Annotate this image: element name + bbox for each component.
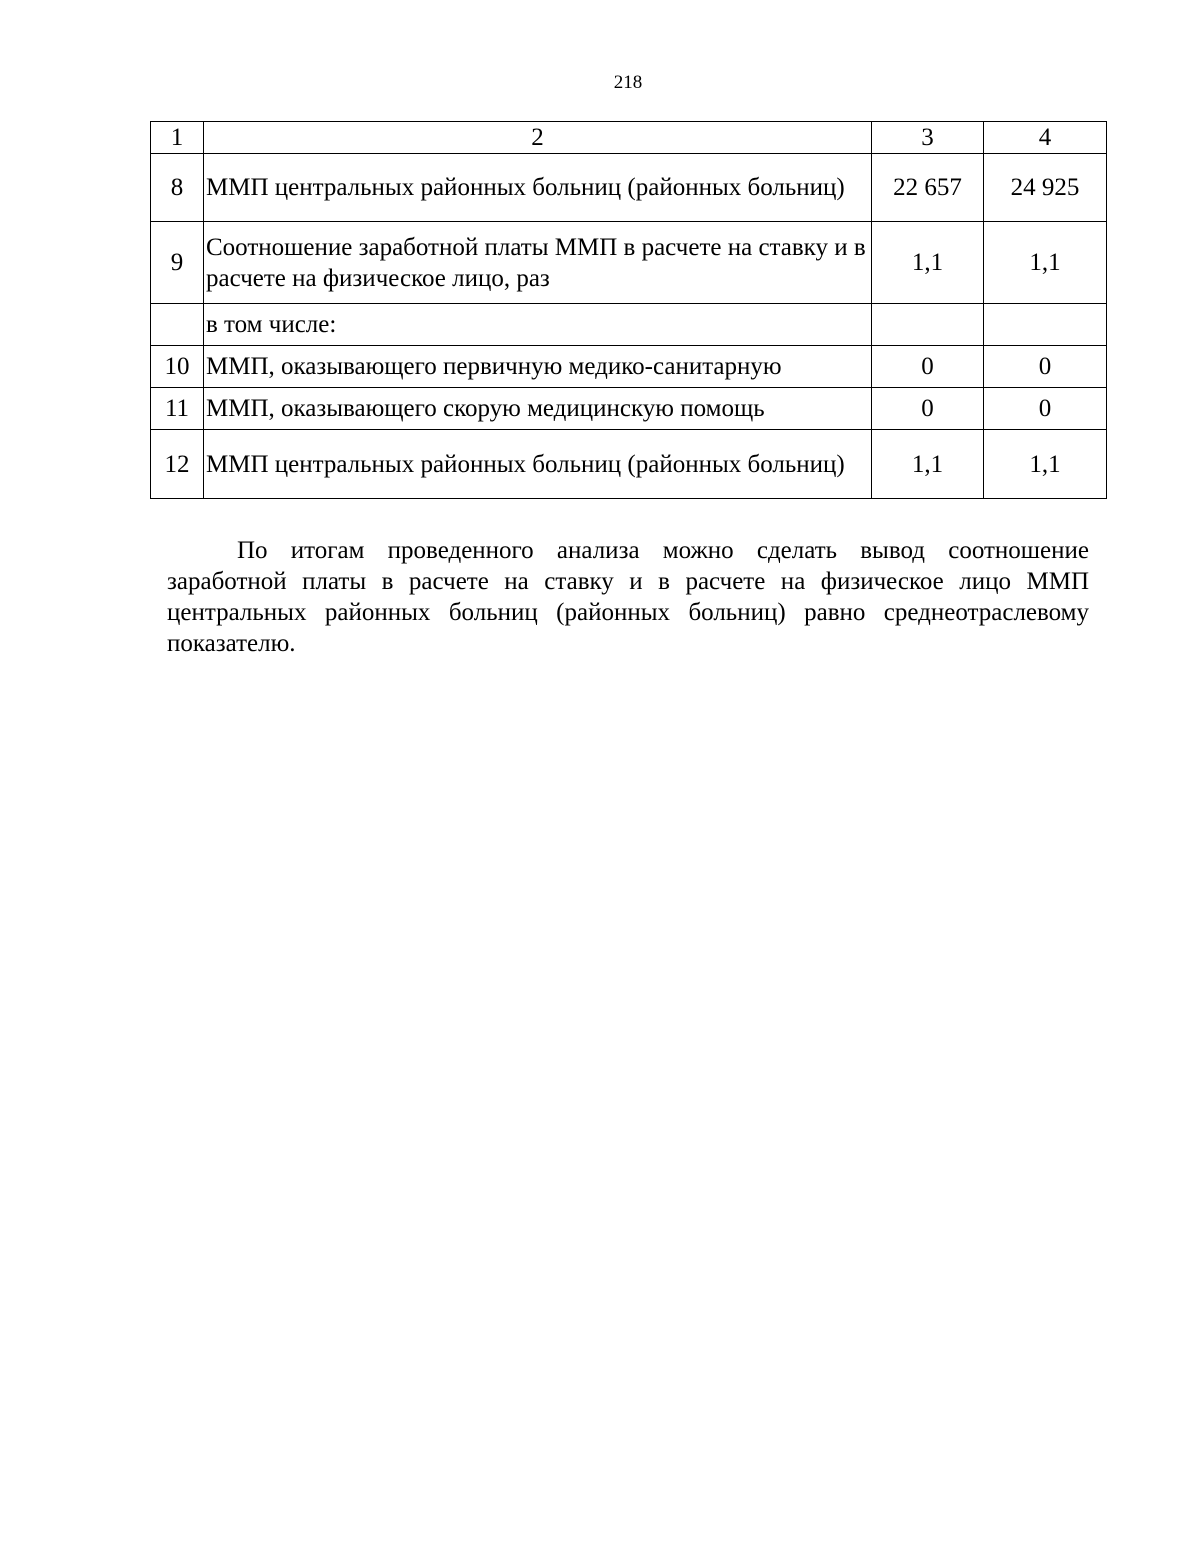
row-value-col4: 1,1 <box>984 430 1107 499</box>
table-row <box>151 430 1107 499</box>
row-value-col3 <box>872 304 984 346</box>
header-cell: 1 <box>151 122 204 154</box>
header-cell: 2 <box>204 122 872 154</box>
row-value-col3: 0 <box>872 388 984 430</box>
row-number: 10 <box>151 346 204 388</box>
row-label: ММП, оказывающего скорую медицинскую помощь <box>204 388 872 430</box>
header-cell: 3 <box>872 122 984 154</box>
table-row <box>151 346 1107 388</box>
row-value-col4: 0 <box>984 346 1107 388</box>
row-number: 11 <box>151 388 204 430</box>
table-row <box>151 388 1107 430</box>
row-value-col4: 0 <box>984 388 1107 430</box>
conclusion-paragraph-block <box>167 535 1089 659</box>
row-number: 9 <box>151 222 204 304</box>
table-row <box>151 154 1107 222</box>
row-value-col4 <box>984 304 1107 346</box>
conclusion-text: По итогам проведенного анализа можно сделать вывод соотношение заработной платы в расчете на ставку и в расчете на физическое лицо ММП центральных районных больниц (районных больниц) равно среднеотраслевому показателю. <box>167 537 1089 657</box>
page-number: 218 <box>613 72 643 93</box>
row-label: ММП, оказывающего первичную медико-санитарную <box>204 346 872 388</box>
row-label: Соотношение заработной платы ММП в расчете на ставку и в расчете на физическое лицо, раз <box>204 222 872 304</box>
row-value-col4: 1,1 <box>984 222 1107 304</box>
row-value-col3: 0 <box>872 346 984 388</box>
row-label: в том числе: <box>204 304 872 346</box>
header-cell: 4 <box>984 122 1107 154</box>
row-label: ММП центральных районных больниц (районных больниц) <box>204 154 872 222</box>
data-table <box>150 121 1107 499</box>
row-label: ММП центральных районных больниц (районных больниц) <box>204 430 872 499</box>
row-number: 12 <box>151 430 204 499</box>
row-number: 8 <box>151 154 204 222</box>
table-row <box>151 222 1107 304</box>
table-row <box>151 304 1107 346</box>
row-value-col3: 1,1 <box>872 222 984 304</box>
table-header-row <box>151 122 1107 154</box>
row-value-col3: 22 657 <box>872 154 984 222</box>
row-value-col4: 24 925 <box>984 154 1107 222</box>
row-number <box>151 304 204 346</box>
row-value-col3: 1,1 <box>872 430 984 499</box>
